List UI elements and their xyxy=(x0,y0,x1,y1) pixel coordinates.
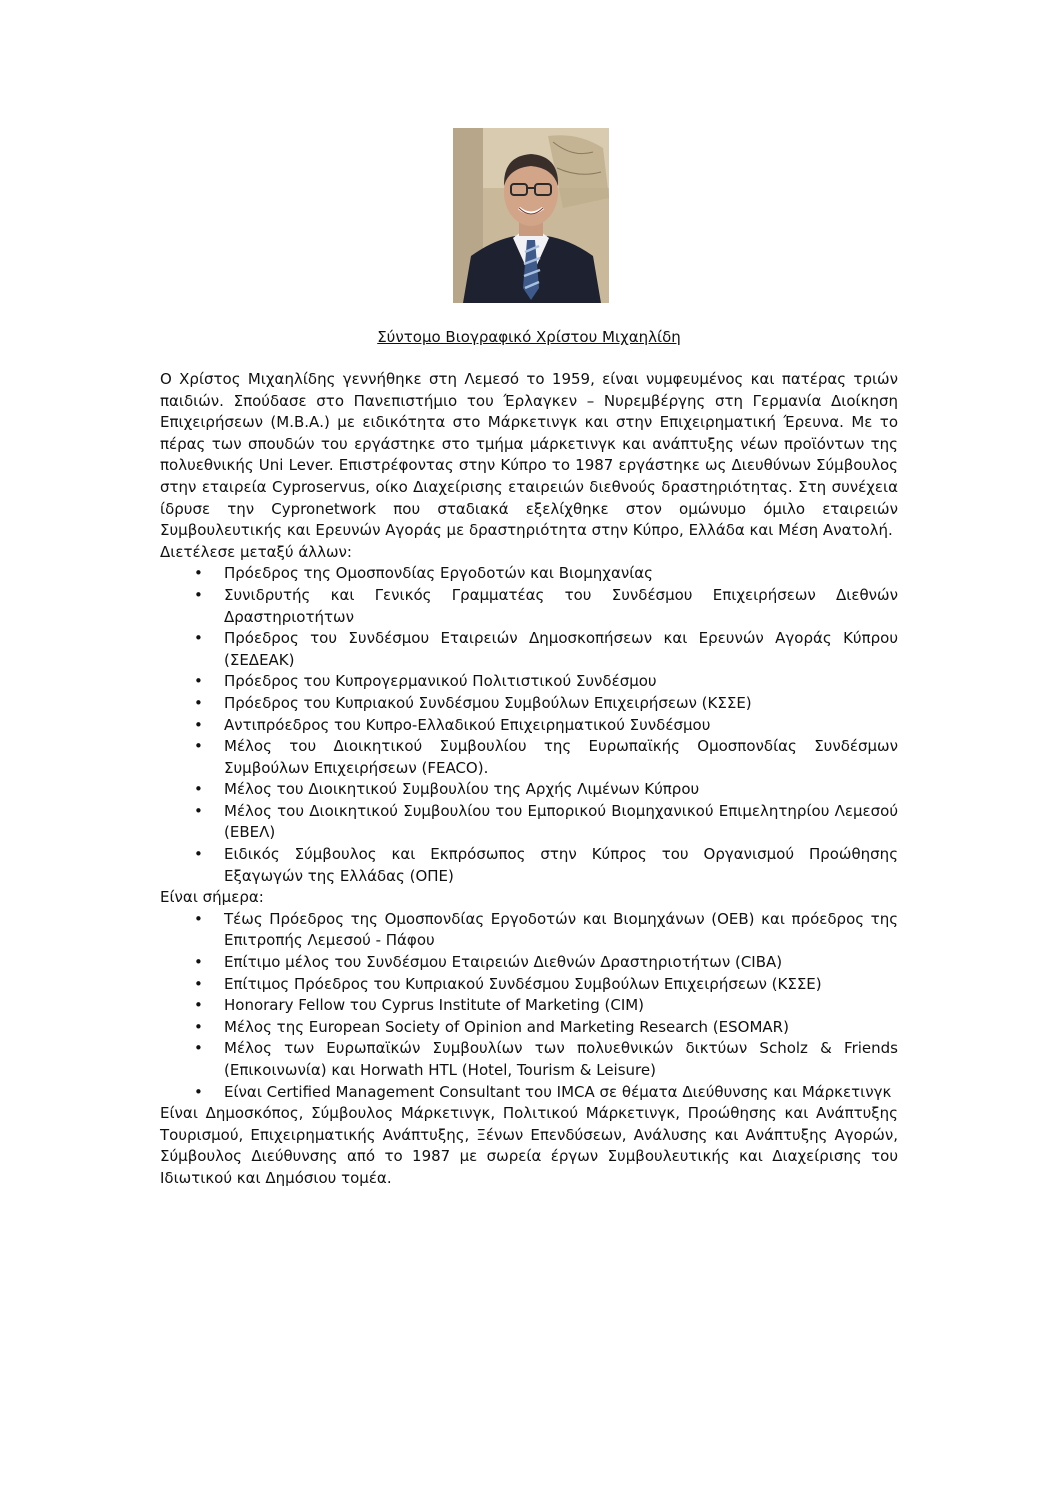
list-item: • Είναι Certified Management Consultant του IMCA σε θέματα Διεύθυνσης και Μάρκετινγκ xyxy=(160,1082,898,1104)
portrait-illustration xyxy=(453,128,609,303)
current-roles-heading: Είναι σήμερα: xyxy=(160,888,264,907)
list-item: • Μέλος του Διοικητικού Συμβουλίου της Αρχής Λιμένων Κύπρου xyxy=(160,779,898,801)
list-item: • Επίτιμο μέλος του Συνδέσμου Εταιρειών Διεθνών Δραστηριοτήτων (CIBA) xyxy=(160,952,898,974)
list-item: • Πρόεδρος της Ομοσπονδίας Εργοδοτών και Βιομηχανίας xyxy=(160,563,898,585)
list-item: • Αντιπρόεδρος του Κυπρο-Ελλαδικού Επιχειρηματικού Συνδέσμου xyxy=(160,715,898,737)
intro-paragraph: Ο Χρίστος Μιχαηλίδης γεννήθηκε στη Λεμεσό το 1959, είναι νυμφευμένος και πατέρας τριών παιδιών. Σπούδασε στο Πανεπιστήμιο του Έρλαγκεν – Νυρεμβέργης στη Γερμανία Διοίκηση Επιχειρήσεων (Μ.Β.Α.) με ειδικότητα στο Μάρκετινγκ και στην Επιχειρηματική Έρευνα. Με το πέρας των σπουδών του εργάστηκε στο τμήμα μάρκετινγκ και ανάπτυξης νέων προϊόντων της πολυεθνικής Uni Lever. Επιστρέφοντας στην Κύπρο το 1987 εργάστηκε ως Διευθύνων Σύμβουλος στην εταιρεία Cyproservus, οίκο Διαχείρισης εταιρειών διεθνούς δραστηριότητας. Στη συνέχεια ίδρυσε την Cypronetwork που σταδιακά εξελίχθηκε στον ομώνυμο όμιλο εταιρειών Συμβουλευτικής και Ερευνών Αγοράς με δραστηριότητα στην Κύπρο, Ελλάδα και Μέση Ανατολή. xyxy=(160,370,898,540)
list-item: • Honorary Fellow του Cyprus Institute of Marketing (CIM) xyxy=(160,995,898,1017)
list-item: • Μέλος του Διοικητικού Συμβουλίου του Εμπορικού Βιομηχανικού Επιμελητηρίου Λεμεσού (ΕΒΕΛ) xyxy=(160,801,898,844)
list-item: • Μέλος του Διοικητικού Συμβουλίου της Ευρωπαϊκής Ομοσπονδίας Συνδέσμων Συμβούλων Επιχειρήσεων (FEACO). xyxy=(160,736,898,779)
biography-body xyxy=(160,369,898,1190)
list-item: • Πρόεδρος του Κυπριακού Συνδέσμου Συμβούλων Επιχειρήσεων (ΚΣΣΕ) xyxy=(160,693,898,715)
document-title: Σύντομο Βιογραφικό Χρίστου Μιχαηλίδη xyxy=(377,328,681,346)
list-item: • Συνιδρυτής και Γενικός Γραμματέας του Συνδέσμου Επιχειρήσεων Διεθνών Δραστηριοτήτων xyxy=(160,585,898,628)
list-item: • Επίτιμος Πρόεδρος του Κυπριακού Συνδέσμου Συμβούλων Επιχειρήσεων (ΚΣΣΕ) xyxy=(160,974,898,996)
list-item: • Πρόεδρος του Συνδέσμου Εταιρειών Δημοσκοπήσεων και Ερευνών Αγοράς Κύπρου (ΣΕΔΕΑΚ) xyxy=(160,628,898,671)
list-item: • Πρόεδρος του Κυπρογερμανικού Πολιτιστικού Συνδέσμου xyxy=(160,671,898,693)
past-roles-heading: Διετέλεσε μεταξύ άλλων: xyxy=(160,542,352,561)
past-roles-list xyxy=(160,563,898,887)
list-item: • Μέλος της European Society of Opinion and Marketing Research (ESOMAR) xyxy=(160,1017,898,1039)
list-item: • Τέως Πρόεδρος της Ομοσπονδίας Εργοδοτών και Βιομηχάνων (ΟΕΒ) και πρόεδρος της Επιτροπής Λεμεσού - Πάφου xyxy=(160,909,898,952)
portrait-photo xyxy=(453,128,609,303)
current-roles-list xyxy=(160,909,898,1103)
list-item: • Ειδικός Σύμβουλος και Εκπρόσωπος στην Κύπρος του Οργανισμού Προώθησης Εξαγωγών της Ελλάδας (ΟΠΕ) xyxy=(160,844,898,887)
list-item: • Μέλος των Ευρωπαϊκών Συμβουλίων των πολυεθνικών δικτύων Scholz & Friends (Επικοινωνία) και Horwath HTL (Hotel, Tourism & Leisure) xyxy=(160,1038,898,1081)
closing-paragraph: Είναι Δημοσκόπος, Σύμβουλος Μάρκετινγκ, Πολιτικού Μάρκετινγκ, Προώθησης και Ανάπτυξης Τουρισμού, Επιχειρηματικής Ανάπτυξης, Ξένων Επενδύσεων, Ανάλυσης και Ανάπτυξης Αγορών, Σύμβουλος Διεύθυνσης από το 1987 με σωρεία έργων Συμβουλευτικής και Διαχείρισης του Ιδιωτικού και Δημόσιου τομέα. xyxy=(160,1104,898,1187)
